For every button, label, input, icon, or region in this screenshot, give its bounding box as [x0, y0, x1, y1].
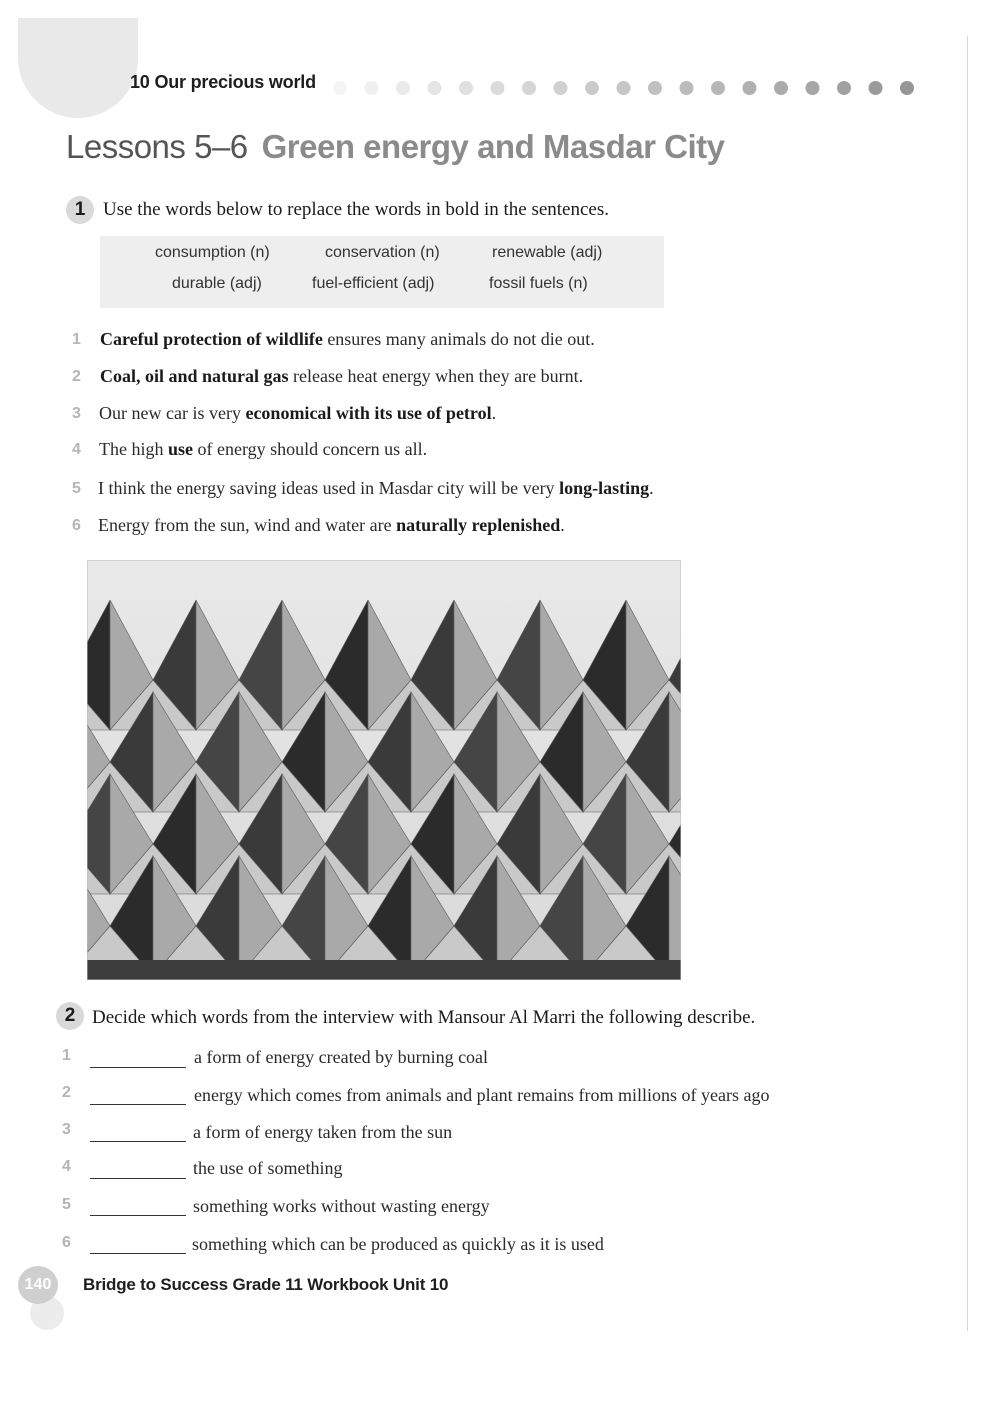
item-number: 1 [72, 331, 81, 348]
word-bank-item: durable (adj) [172, 275, 262, 292]
unit-title: Our precious world [154, 72, 316, 92]
exercise-1-sentence: I think the energy saving ideas used in Masdar city will be very long-lasting. [98, 478, 654, 498]
header-dot [900, 81, 914, 95]
item-number: 3 [72, 405, 81, 422]
answer-blank[interactable] [90, 1066, 186, 1068]
definition-text: a form of energy created by burning coal [194, 1047, 489, 1067]
header-dot-strip [330, 78, 930, 98]
corner-decoration [18, 18, 138, 118]
definition-text: the use of something [193, 1158, 343, 1178]
header-dot [869, 81, 883, 95]
exercise-1-number: 1 [66, 196, 94, 224]
header-dot [743, 81, 757, 95]
exercise-1-sentence: Our new car is very economical with its use of petrol. [99, 403, 497, 423]
answer-blank[interactable] [90, 1214, 186, 1216]
header-dot [585, 81, 599, 95]
bold-phrase: economical with its use of petrol [245, 403, 492, 423]
item-number: 2 [72, 368, 81, 385]
item-number: 4 [62, 1158, 71, 1175]
item-number: 6 [72, 517, 81, 534]
bold-phrase: Coal, oil and natural gas [100, 366, 289, 386]
bold-phrase: long-lasting [559, 478, 650, 498]
bold-phrase: naturally replenished [396, 515, 561, 535]
header-dot [554, 81, 568, 95]
item-number: 4 [72, 441, 81, 458]
exercise-2-number: 2 [56, 1002, 84, 1030]
unit-number: 10 [130, 72, 150, 92]
definition-text: a form of energy taken from the sun [193, 1122, 453, 1142]
header-dot [617, 81, 631, 95]
answer-blank[interactable] [90, 1103, 186, 1105]
header-dot [680, 81, 694, 95]
item-number: 1 [62, 1047, 71, 1064]
unit-header [130, 72, 316, 93]
bold-phrase: use [168, 439, 194, 459]
exercise-1-sentence: Energy from the sun, wind and water are naturally replenished. [98, 515, 565, 535]
bold-phrase: Careful protection of wildlife [100, 329, 323, 349]
exercise-1-sentence: Coal, oil and natural gas release heat energy when they are burnt. [100, 366, 584, 386]
definition-text: something which can be produced as quickly as it is used [192, 1234, 604, 1254]
word-bank-item: fossil fuels (n) [489, 275, 588, 292]
header-dot [837, 81, 851, 95]
header-dot [491, 81, 505, 95]
lesson-title [66, 128, 724, 166]
header-dot [428, 81, 442, 95]
book-title: Bridge to Success Grade 11 Workbook Unit 10 [83, 1275, 449, 1294]
page-number: 140 [18, 1266, 58, 1304]
exercise-1-sentence: The high use of energy should concern us all. [99, 439, 428, 459]
facade-panel [669, 856, 681, 976]
word-bank-item: fuel-efficient (adj) [312, 275, 435, 292]
exercise-2-instruction: Decide which words from the interview with Mansour Al Marri the following describe. [92, 1007, 756, 1028]
word-bank-item: renewable (adj) [492, 244, 603, 261]
facade-panel [669, 692, 681, 812]
page-edge-rule [967, 36, 968, 1331]
word-bank-item: consumption (n) [155, 244, 270, 261]
header-dot [711, 81, 725, 95]
masdar-facade-photo [87, 560, 681, 980]
header-dot [806, 81, 820, 95]
definition-text: something works without wasting energy [193, 1196, 490, 1216]
answer-blank[interactable] [90, 1177, 186, 1179]
facade-base [87, 960, 681, 980]
lesson-prefix: Lessons 5–6 [66, 128, 248, 165]
exercise-1-sentence: Careful protection of wildlife ensures many animals do not die out. [100, 329, 595, 349]
header-dot [648, 81, 662, 95]
header-dot [774, 81, 788, 95]
answer-blank[interactable] [90, 1252, 186, 1254]
answer-blank[interactable] [90, 1140, 186, 1142]
definition-text: energy which comes from animals and plant remains from millions of years ago [194, 1085, 770, 1105]
lesson-name: Green energy and Masdar City [261, 128, 725, 165]
item-number: 5 [62, 1196, 71, 1213]
header-dot [459, 81, 473, 95]
word-bank [100, 236, 664, 308]
header-dot [522, 81, 536, 95]
header-dot [333, 81, 347, 95]
header-dot [396, 81, 410, 95]
item-number: 2 [62, 1084, 71, 1101]
item-number: 3 [62, 1121, 71, 1138]
item-number: 5 [72, 480, 81, 497]
exercise-1-instruction: Use the words below to replace the words in bold in the sentences. [103, 199, 610, 220]
item-number: 6 [62, 1234, 71, 1251]
word-bank-item: conservation (n) [325, 244, 440, 261]
header-dot [365, 81, 379, 95]
